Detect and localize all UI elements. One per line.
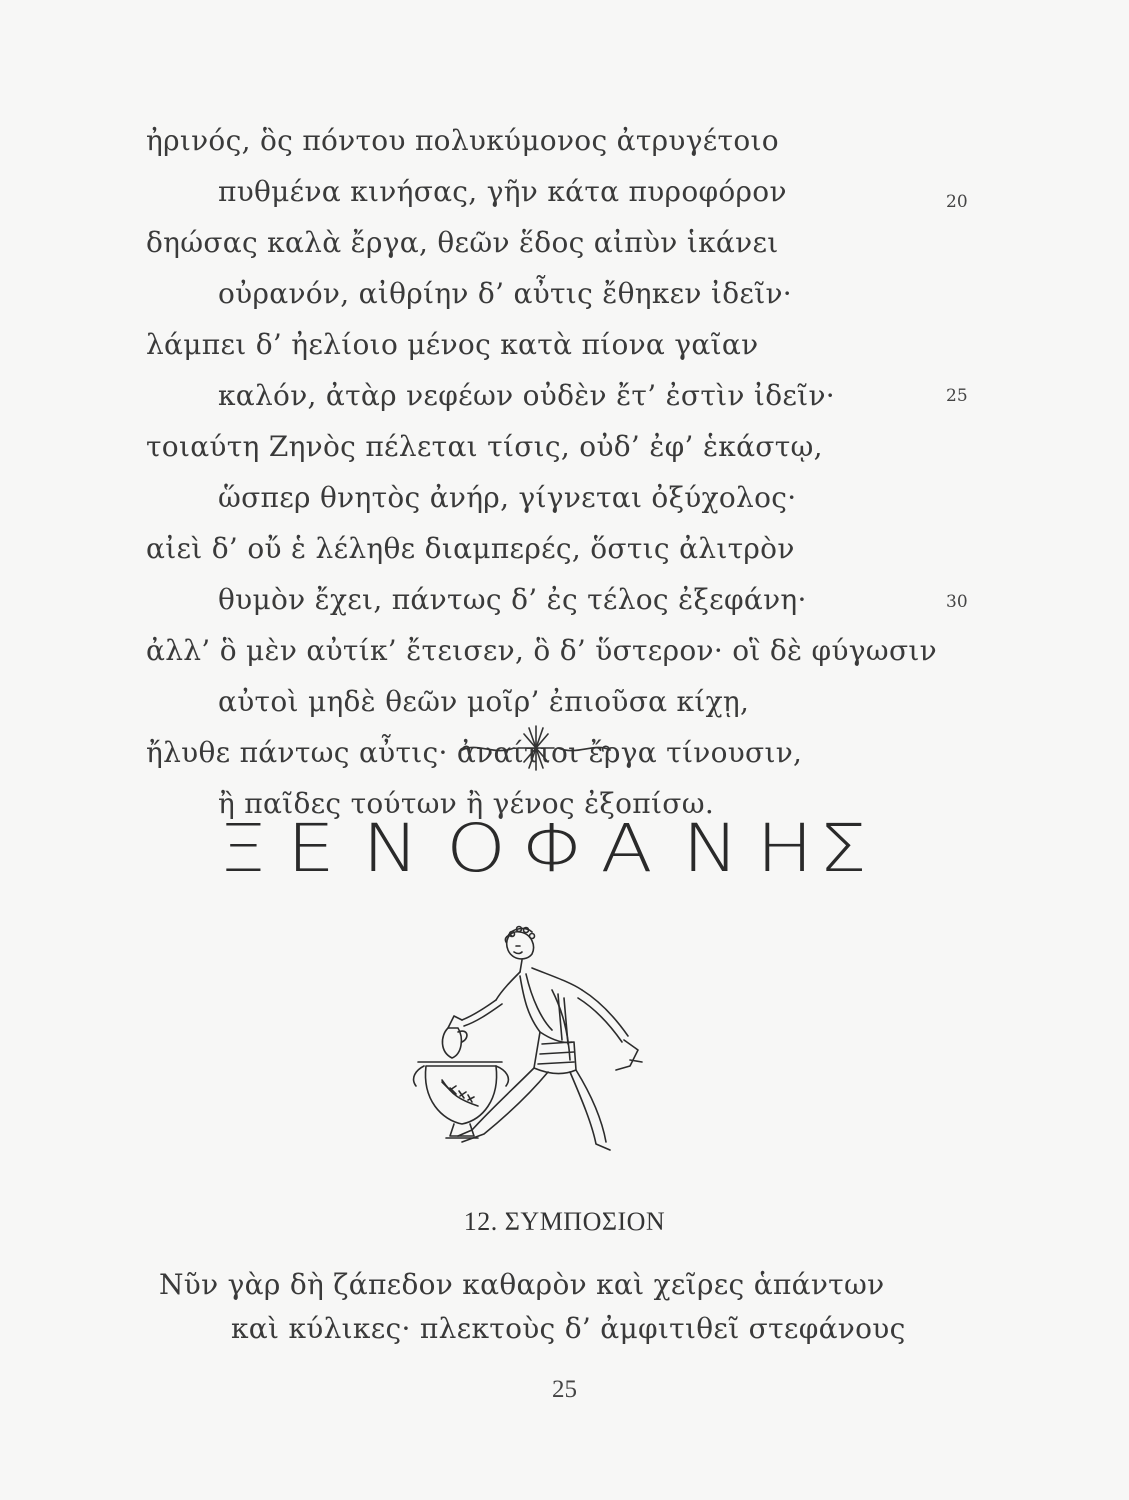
poem-line: οὐρανόν, αἰθρίην δ’ αὖτις ἔθηκεν ἰδεῖν· — [218, 277, 792, 310]
poem-line: καλόν, ἀτὰρ νεφέων οὐδὲν ἔτ’ ἐστὶν ἰδεῖν· — [218, 379, 835, 412]
author-title — [0, 810, 1129, 890]
poem-line: ὥσπερ θνητὸς ἀνήρ, γίγνεται ὀξύχολος· — [218, 481, 797, 514]
poem-line: πυθμένα κινήσας, γῆν κάτα πυροφόρον — [218, 175, 787, 208]
author-letter: Ν — [682, 810, 740, 887]
poem-line: καὶ κύλικες· πλεκτοὺς δ’ ἀμφιτιθεῖ στεφάνους — [231, 1312, 906, 1345]
author-letter: Η — [756, 810, 814, 887]
poem-line: ἢ παῖδες τούτων ἢ γένος ἐξοπίσω. — [218, 787, 715, 820]
line-number: 20 — [946, 192, 968, 212]
poem-line: ἀλλ’ ὃ μὲν αὐτίκ’ ἔτεισεν, ὃ δ’ ὕστερον· οἳ δὲ φύγωσιν — [146, 634, 937, 667]
greek-youth-pouring-illustration — [402, 920, 664, 1170]
poem-line: ἠρινός, ὃς πόντου πολυκύμονος ἀτρυγέτοιο — [146, 124, 779, 157]
poem-line: αἰεὶ δ’ οὔ ἑ λέληθε διαμπερές, ὅστις ἀλιτρὸν — [146, 532, 795, 565]
author-letter: Ε — [286, 810, 335, 887]
author-letter: Α — [600, 810, 653, 887]
poem-line: θυμὸν ἔχει, πάντως δ’ ἐς τέλος ἐξεφάνη· — [218, 583, 807, 616]
author-letter: Ο — [446, 810, 506, 887]
author-letter: Σ — [818, 810, 867, 887]
fleuron-ornament-icon — [458, 720, 614, 776]
author-letter: Φ — [521, 810, 588, 887]
poem-line: αὐτοὶ μηδὲ θεῶν μοῖρ’ ἐπιοῦσα κίχῃ, — [218, 685, 750, 718]
author-letter: Ξ — [218, 810, 267, 887]
author-letter: Ν — [362, 810, 420, 887]
poem-line: ἤλυθε πάντως αὖτις· ἀναίτιοι ἔργα τίνουσιν, — [146, 736, 803, 769]
poem-line: τοιαύτη Ζηνὸς πέλεται τίσις, οὐδ’ ἐφ’ ἑκάστῳ, — [146, 430, 823, 463]
poem-line: δηώσας καλὰ ἔργα, θεῶν ἕδος αἰπὺν ἱκάνει — [146, 226, 779, 259]
line-number: 30 — [946, 592, 968, 612]
line-number: 25 — [946, 386, 968, 406]
poem-line: Νῦν γὰρ δὴ ζάπεδον καθαρὸν καὶ χεῖρες ἁπάντων — [159, 1268, 885, 1301]
poem-line: λάμπει δ’ ἠελίοιο μένος κατὰ πίονα γαῖαν — [146, 328, 759, 361]
section-title: 12. ΣΥΜΠΟΣΙΟΝ — [463, 1207, 666, 1236]
page-number: 25 — [552, 1376, 577, 1403]
